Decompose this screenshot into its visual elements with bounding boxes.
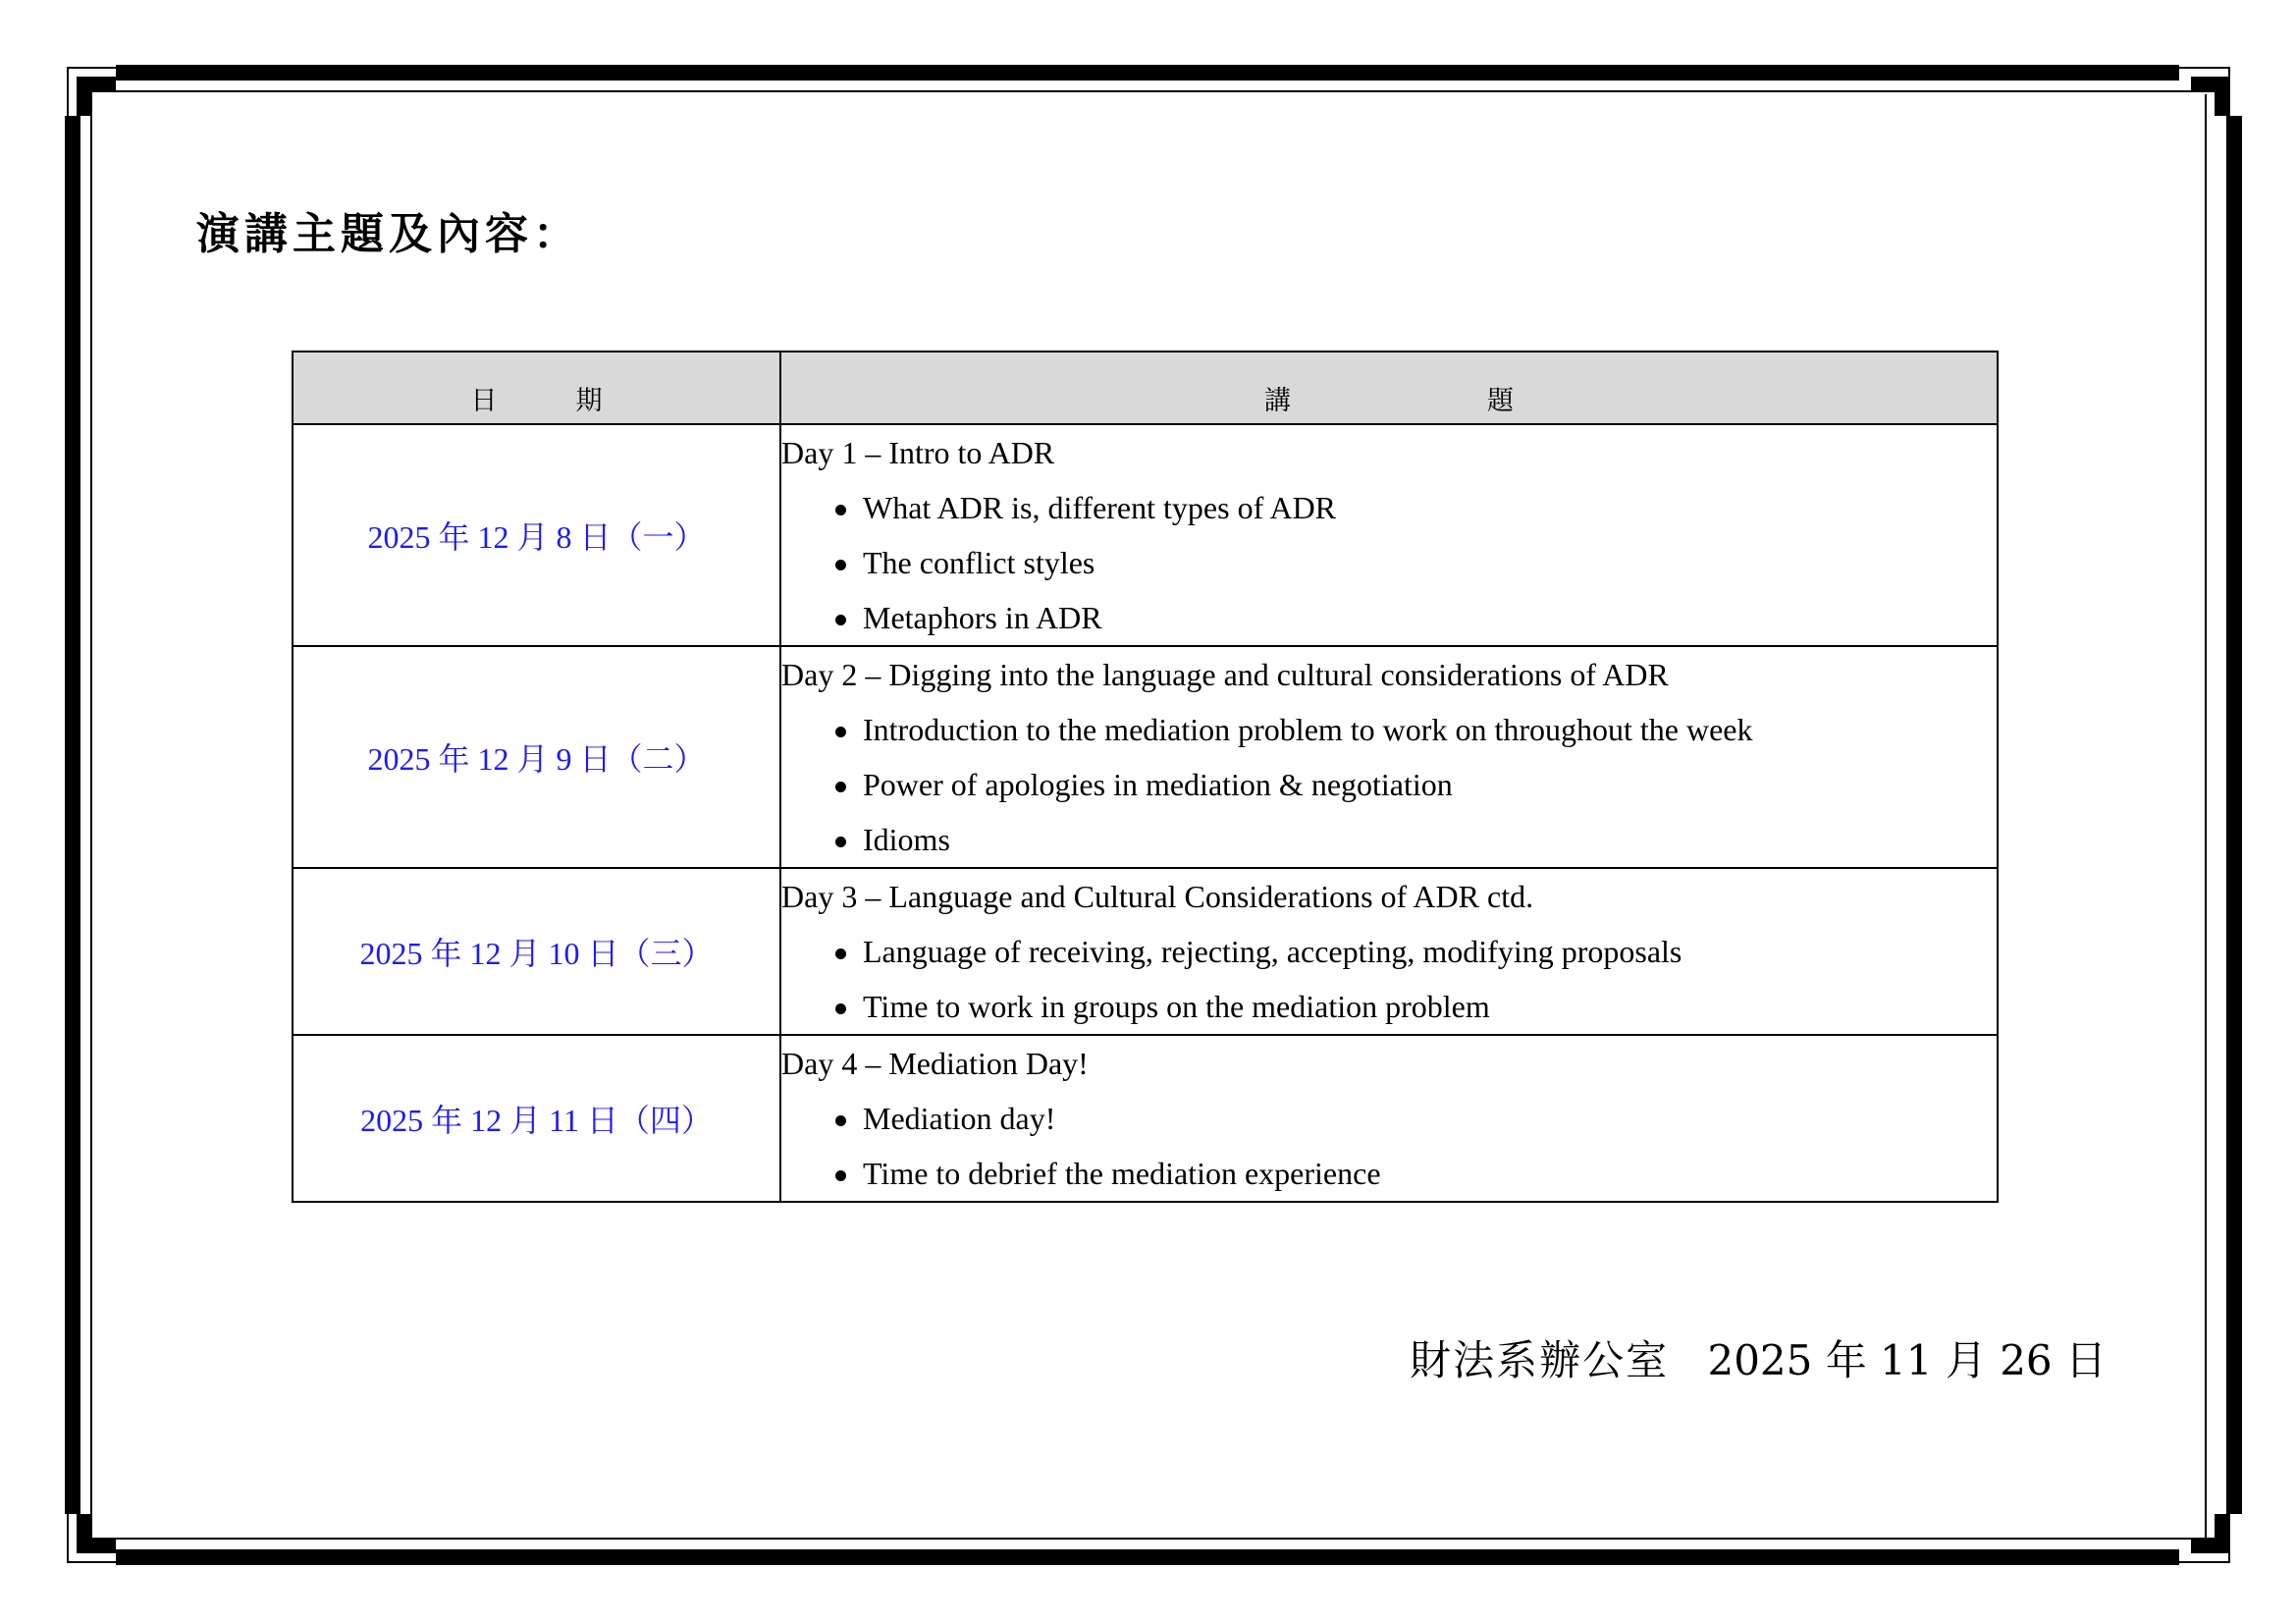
list-item: Language of receiving, rejecting, accepting, modifying proposals <box>835 924 1997 979</box>
row-date: 2025 年 12 月 8 日（一） <box>293 424 780 646</box>
topic-list <box>781 480 1997 645</box>
day-heading: Day 3 – Language and Cultural Considerations of ADR ctd. <box>781 879 1534 914</box>
list-item: Metaphors in ADR <box>835 590 1997 645</box>
header-topic-left: 講 <box>1264 386 1291 416</box>
row-date: 2025 年 12 月 10 日（三） <box>293 868 780 1035</box>
page-title: 演講主題及內容： <box>196 209 581 259</box>
topic-list <box>781 702 1997 867</box>
header-date-left: 日 <box>470 386 498 416</box>
list-item: Time to work in groups on the mediation problem <box>835 979 1997 1034</box>
day-heading: Day 2 – Digging into the language and cultural considerations of ADR <box>781 657 1669 692</box>
row-content <box>780 646 1998 868</box>
signature-date: 2025 年 11 月 26 日 <box>1707 1336 2107 1384</box>
signature <box>1410 1328 2107 1387</box>
list-item: Idioms <box>835 812 1997 867</box>
header-date <box>293 352 780 424</box>
row-date: 2025 年 12 月 9 日（二） <box>293 646 780 868</box>
list-item: Time to debrief the mediation experience <box>835 1146 1997 1201</box>
schedule-table <box>292 351 1999 1203</box>
table-header-row <box>293 352 1998 424</box>
row-content <box>780 868 1998 1035</box>
table-row <box>293 868 1998 1035</box>
list-item: Power of apologies in mediation & negotiation <box>835 757 1997 812</box>
list-item: Mediation day! <box>835 1091 1997 1146</box>
table-row <box>293 424 1998 646</box>
row-content <box>780 1035 1998 1202</box>
day-heading: Day 4 – Mediation Day! <box>781 1046 1089 1081</box>
list-item: What ADR is, different types of ADR <box>835 480 1997 535</box>
header-topic-right: 題 <box>1487 386 1514 416</box>
topic-list <box>781 924 1997 1034</box>
table-row <box>293 646 1998 868</box>
signature-office: 財法系辦公室 <box>1410 1336 1670 1384</box>
header-topic <box>780 352 1998 424</box>
table-row <box>293 1035 1998 1202</box>
list-item: Introduction to the mediation problem to work on throughout the week <box>835 702 1997 757</box>
row-date: 2025 年 12 月 11 日（四） <box>293 1035 780 1202</box>
header-date-right: 期 <box>575 386 603 416</box>
topic-list <box>781 1091 1997 1201</box>
row-content <box>780 424 1998 646</box>
list-item: The conflict styles <box>835 535 1997 590</box>
day-heading: Day 1 – Intro to ADR <box>781 435 1055 470</box>
